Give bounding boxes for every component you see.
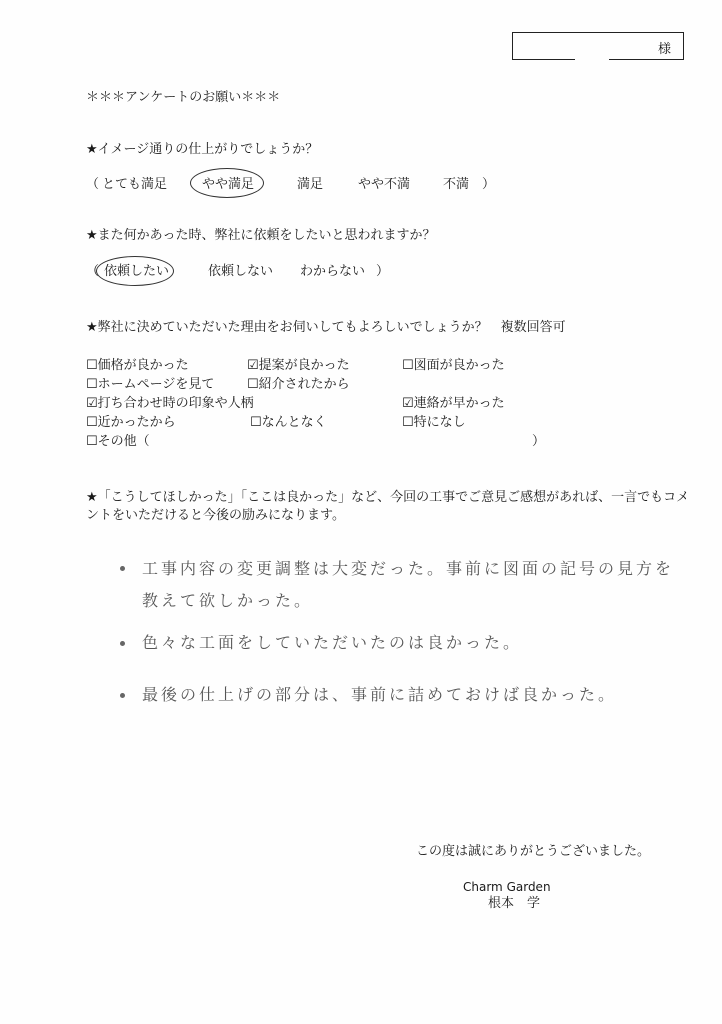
q2-option-would-request[interactable]: 依頼したい (104, 264, 170, 279)
reason-homepage[interactable]: ☐ホームページを見て (86, 377, 215, 392)
reason-impression[interactable]: ☑打ち合わせ時の印象や人柄 (86, 396, 254, 411)
honorific-suffix: 様 (658, 42, 672, 57)
reason-none[interactable]: ☐特になし (402, 415, 466, 430)
comment-bullet-1 (120, 566, 125, 571)
q2-close-paren: ） (376, 264, 390, 279)
comment-1-line2: 教えて欲しかった。 (142, 591, 314, 610)
recipient-name-box (512, 32, 684, 60)
q1-option-very-satisfied[interactable]: とても満足 (102, 177, 168, 192)
q1-option-somewhat-satisfied[interactable]: やや満足 (202, 177, 255, 192)
checkbox-proposal[interactable]: ☑ (247, 358, 259, 373)
reason-other-close-paren: ） (532, 434, 546, 449)
checkbox-none[interactable]: ☐ (402, 415, 414, 430)
reason-drawing[interactable]: ☐図面が良かった (402, 358, 505, 373)
reason-proposal[interactable]: ☑提案が良かった (247, 358, 350, 373)
comment-3: 最後の仕上げの部分は、事前に詰めておけば良かった。 (142, 685, 618, 704)
comment-2: 色々な工面をしていただいたのは良かった。 (142, 633, 523, 652)
q1-open-paren: （ (86, 177, 100, 192)
q1-selection-circle (190, 168, 264, 198)
q1-option-dissatisfied[interactable]: 不満 (443, 177, 470, 192)
q2-option-dont-know[interactable]: わからない (300, 264, 366, 279)
checkbox-no-particular[interactable]: ☐ (250, 415, 262, 430)
q2-open-paren: （ (86, 264, 100, 279)
q4-question-line2: ントをいただけると今後の励みになります。 (86, 508, 345, 523)
q1-question: ★イメージ通りの仕上がりでしょうか？ (86, 142, 319, 157)
checkbox-nearby[interactable]: ☐ (86, 415, 98, 430)
q2-selection-circle (96, 256, 174, 286)
thanks-message: この度は誠にありがとうございました。 (416, 844, 651, 859)
comment-bullet-2 (120, 641, 125, 646)
checkbox-drawing[interactable]: ☐ (402, 358, 414, 373)
comment-bullet-3 (120, 693, 125, 698)
q1-close-paren: ） (482, 177, 496, 192)
comment-1-line1: 工事内容の変更調整は大変だった。事前に図面の記号の見方を (142, 559, 675, 578)
reason-referral[interactable]: ☐紹介されたから (247, 377, 350, 392)
q4-question-line1: ★「こうしてほしかった」「ここは良かった」など、今回の工事でご意見ご感想があれば、一言でもコメ (86, 490, 690, 505)
q2-option-would-not-request[interactable]: 依頼しない (208, 264, 274, 279)
checkbox-referral[interactable]: ☐ (247, 377, 259, 392)
company-name: Charm Garden (463, 880, 551, 894)
q1-option-somewhat-dissatisfied[interactable]: やや不満 (358, 177, 411, 192)
checkbox-quick-contact[interactable]: ☑ (402, 396, 414, 411)
checkbox-homepage[interactable]: ☐ (86, 377, 98, 392)
reason-other[interactable]: ☐その他（ (86, 434, 150, 449)
name-box-gap (575, 59, 609, 62)
q1-option-satisfied[interactable]: 満足 (297, 177, 324, 192)
reason-no-particular[interactable]: ☐なんとなく (250, 415, 327, 430)
staff-name: 根本 学 (488, 896, 541, 911)
q2-question: ★また何かあった時、弊社に依頼をしたいと思われますか？ (86, 228, 436, 243)
checkbox-price[interactable]: ☐ (86, 358, 98, 373)
reason-price[interactable]: ☐価格が良かった (86, 358, 189, 373)
reason-nearby[interactable]: ☐近かったから (86, 415, 176, 430)
checkbox-other[interactable]: ☐ (86, 434, 98, 449)
checkbox-impression[interactable]: ☑ (86, 396, 98, 411)
reason-quick-contact[interactable]: ☑連絡が早かった (402, 396, 505, 411)
survey-title: ＊＊＊アンケートのお願い＊＊＊ (86, 90, 281, 105)
q3-question: ★弊社に決めていただいた理由をお伺いしてもよろしいでしょうか？ 複数回答可 (86, 320, 566, 335)
